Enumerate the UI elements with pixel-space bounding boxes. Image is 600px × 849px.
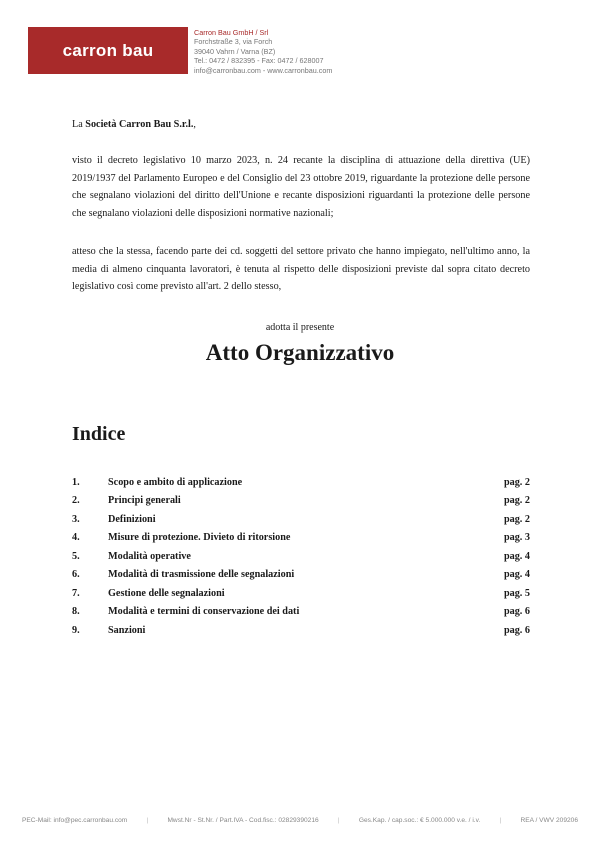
toc-item-4[interactable] — [72, 529, 530, 548]
company-street: Forchstraße 3, via Forch — [194, 37, 273, 47]
toc-title: Modalità e termini di conservazione dei dati — [108, 606, 300, 618]
addressee-prefix: La — [72, 119, 86, 130]
toc-page: pag. 2 — [503, 495, 530, 507]
toc-title: Principi generali — [108, 495, 181, 507]
toc-number: 8. — [72, 606, 80, 618]
toc-number: 5. — [72, 550, 80, 562]
company-phone-fax: Tel.: 0472 / 832395 - Fax: 0472 / 628007 — [194, 56, 324, 66]
toc-number: 6. — [72, 569, 80, 581]
toc-number: 9. — [72, 624, 80, 636]
paragraph-visto: visto il decreto legislativo 10 marzo 2023, n. 24 recante la disciplina di attuazione della direttiva (UE) 2019/1937 del Parlamento Europeo e del Consiglio del 23 ottobre 2019, riguardante la protezione delle persone che segnalano violazioni del diritto dell'Unione e recante disposizioni riguardanti la protezione delle persone che segnalano violazioni delle disposizioni normative nazionali; — [72, 155, 530, 219]
toc-item-6[interactable] — [72, 566, 530, 585]
table-of-contents — [72, 473, 530, 640]
footer-rea: REA / VWV 209206 — [520, 817, 578, 824]
toc-number: 1. — [72, 476, 80, 488]
toc-page: pag. 3 — [503, 532, 530, 544]
company-city: 39040 Vahrn / Varna (BZ) — [194, 46, 276, 56]
toc-item-3[interactable] — [72, 510, 530, 529]
toc-page: pag. 6 — [503, 606, 530, 618]
footer-separator: | — [337, 817, 340, 824]
footer-separator: | — [499, 817, 502, 824]
footer-share-capital: Ges.Kap. / cap.soc.: € 5.000.000 v.e. / i.v. — [358, 817, 481, 824]
adotta-line: adotta il presente — [265, 322, 335, 333]
toc-item-8[interactable] — [72, 603, 530, 622]
toc-item-7[interactable] — [72, 584, 530, 603]
company-address-block — [194, 28, 332, 75]
footer-pec: PEC-Mail: info@pec.carronbau.com — [22, 817, 128, 824]
toc-number: 7. — [72, 587, 80, 599]
toc-item-2[interactable] — [72, 492, 530, 511]
toc-title: Modalità operative — [108, 550, 191, 562]
addressee-suffix: , — [193, 119, 196, 130]
toc-item-1[interactable] — [72, 473, 530, 492]
page-footer — [22, 817, 578, 824]
toc-title: Modalità di trasmissione delle segnalazioni — [108, 569, 295, 581]
index-heading: Indice — [72, 423, 126, 445]
toc-item-5[interactable] — [72, 547, 530, 566]
toc-item-9[interactable] — [72, 621, 530, 640]
toc-number: 4. — [72, 532, 80, 544]
toc-number: 2. — [72, 495, 80, 507]
company-name: Carron Bau GmbH / Srl — [194, 28, 269, 37]
addressee-name: Società Carron Bau S.r.l. — [85, 119, 194, 130]
toc-page: pag. 4 — [503, 569, 530, 581]
footer-tax-number: Mwst.Nr - St.Nr. / Part.IVA - Cod.fisc.: 02829390216 — [167, 817, 319, 824]
paragraph-atteso: atteso che la stessa, facendo parte dei cd. soggetti del settore privato che hanno impiegato, nell'ultimo anno, la media di almeno cinquanta lavoratori, è tenuta al rispetto delle disposizioni previste dal sopra citato decreto legislativo così come previsto all'art. 2 dello stesso, — [72, 246, 530, 292]
addressee-line — [72, 116, 530, 134]
logo-text: carron bau — [62, 40, 154, 60]
toc-title: Gestione delle segnalazioni — [108, 587, 225, 599]
toc-page: pag. 4 — [503, 550, 530, 562]
toc-title: Misure di protezione. Divieto di ritorsione — [108, 532, 291, 544]
footer-separator: | — [146, 817, 149, 824]
toc-title: Definizioni — [108, 513, 156, 525]
toc-title: Scopo e ambito di applicazione — [108, 476, 243, 488]
toc-title: Sanzioni — [108, 624, 146, 636]
toc-page: pag. 2 — [503, 476, 530, 488]
document-title: Atto Organizzativo — [205, 340, 395, 365]
toc-number: 3. — [72, 513, 80, 525]
company-email-web: info@carronbau.com - www.carronbau.com — [194, 65, 333, 75]
toc-page: pag. 5 — [503, 587, 530, 599]
toc-page: pag. 2 — [503, 513, 530, 525]
toc-page: pag. 6 — [503, 624, 530, 636]
company-logo — [28, 27, 188, 74]
